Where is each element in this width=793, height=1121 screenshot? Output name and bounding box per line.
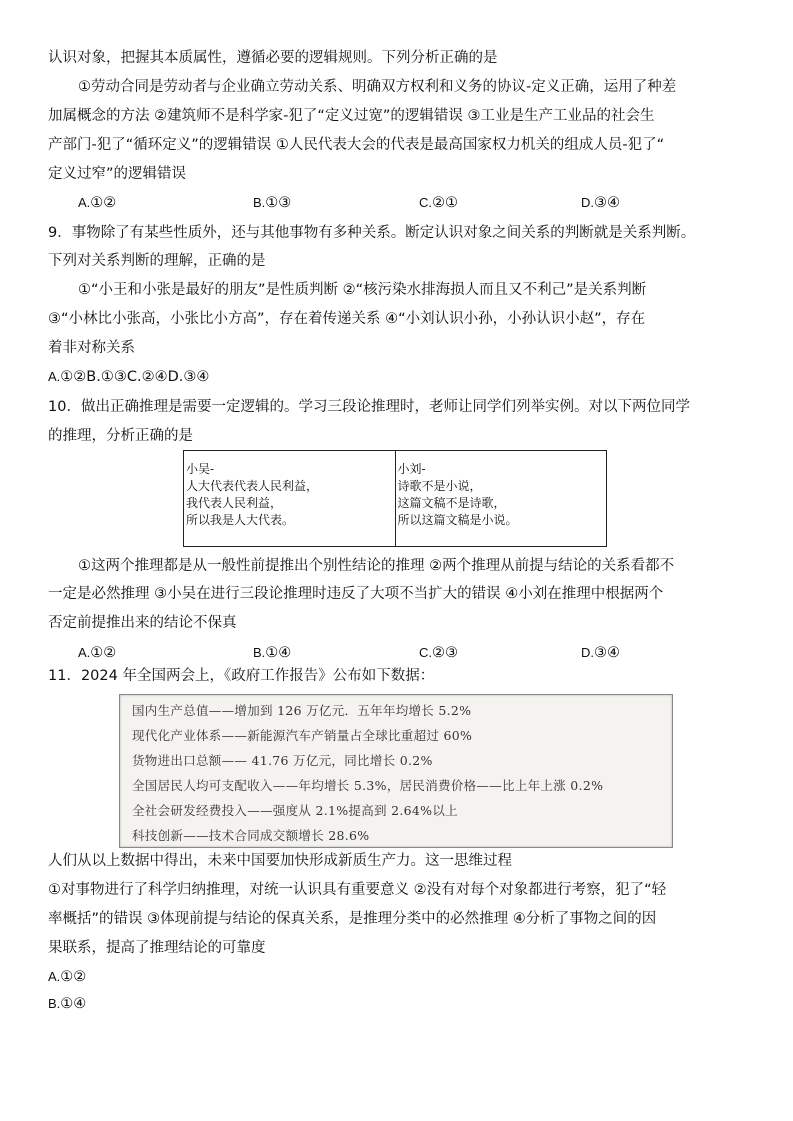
q8-option-c[interactable]: [419, 193, 458, 213]
q9-options[interactable]: [48, 367, 209, 387]
reasoning-line: 小刘-: [397, 462, 426, 476]
figure-line: 全国居民人均可支配收入——年均增长 5.3%，居民消费价格——比上年上涨 0.2%: [132, 778, 604, 793]
q10-statement-line: ①这两个推理都是从一般性前提推出个别性结论的推理 ②两个推理从前提与结论的关系看都不: [78, 558, 675, 574]
q8-stem-line: 认识对象，把握其本质属性，遵循必要的逻辑规则。下列分析正确的是: [48, 50, 498, 66]
q11-statement-line: ①对事物进行了科学归纳推理，对统一认识具有重要意义 ②没有对每个对象都进行考察，犯了“轻: [48, 882, 667, 898]
option-letter: A.: [48, 369, 61, 384]
q8-statement-line: 产部门-犯了“循环定义”的逻辑错误 ①人民代表大会的代表是最高国家权力机关的组成人员-犯了“: [48, 137, 665, 153]
q10-statement-line: 否定前提推出来的结论不保真: [48, 615, 237, 631]
q9-statement-line: ①“小王和小张是最好的朋友”是性质判断 ②“核污染水排海损人而且又不利己”是关系判断: [78, 282, 647, 298]
q11-stem-line: 人们从以上数据中得出，未来中国要加快形成新质生产力。这一思维过程: [48, 853, 512, 869]
reasoning-cell-xiaoliu: [395, 451, 607, 547]
option-text: ③④: [594, 195, 620, 211]
q8-statement-line: 加属概念的方法 ②建筑师不是科学家-犯了“定义过宽”的逻辑错误 ③工业是生产工业品的社会生: [48, 108, 655, 124]
reasoning-table: [183, 450, 607, 547]
option-text: ①④: [265, 645, 292, 661]
option-letter: A.: [78, 645, 91, 660]
reasoning-line: 小吴-: [186, 462, 215, 476]
q9-statement-line: ③“小林比小张高，小张比小方高”，存在着传递关系 ④“小刘认识小孙，小孙认识小赵”，存在: [48, 311, 646, 327]
q8-option-a[interactable]: [78, 193, 116, 213]
reasoning-cell-xiaowu: [184, 451, 396, 547]
q10-stem-line: 的推理，分析正确的是: [48, 428, 193, 444]
q10-option-b[interactable]: [253, 643, 291, 663]
q10-stem-line: 10．做出正确推理是需要一定逻辑的。学习三段论推理时，老师让同学们列举实例。对以下两位同学: [48, 399, 690, 415]
q10-option-c[interactable]: [419, 643, 458, 663]
option-text: ①②: [90, 645, 117, 661]
reasoning-line: 所以这篇文稿是小说。: [397, 513, 518, 527]
q10-option-a[interactable]: [78, 643, 116, 663]
q11-option-a[interactable]: [48, 967, 86, 987]
q9-stem-line: 下列对关系判断的理解，正确的是: [48, 253, 266, 269]
reasoning-line: 我代表人民利益，: [186, 496, 283, 510]
figure-line: 货物进出口总额—— 41.76 万亿元，同比增长 0.2%: [132, 753, 433, 768]
q10-statement-line: 一定是必然推理 ③小吴在进行三段论推理时违反了大项不当扩大的错误 ④小刘在推理中根据两个: [48, 586, 664, 602]
q11-statement-line: 果联系，提高了推理结论的可靠度: [48, 940, 266, 956]
q11-statement-line: 率概括”的错误 ③体现前提与结论的保真关系，是推理分类中的必然推理 ④分析了事物之间的因: [48, 911, 657, 927]
option-text: ②①: [432, 195, 458, 211]
option-letter: C.: [419, 195, 432, 210]
option-text: ②③: [432, 645, 458, 661]
reasoning-line: 人大代表代表人民利益，: [186, 479, 319, 493]
option-letter: C.: [419, 645, 432, 660]
option-text: ①②: [60, 969, 87, 985]
option-letter: D.: [581, 195, 594, 210]
q9-stem-line: 9．事物除了有某些性质外，还与其他事物有多种关系。断定认识对象之间关系的判断就是关系判断。: [48, 225, 696, 241]
q11-stem-line: 11．2024 年全国两会上，《政府工作报告》公布如下数据：: [48, 668, 435, 684]
figure-line: 全社会研发经费投入——强度从 2.1%提高到 2.64%以上: [132, 803, 458, 818]
option-text: ①③: [265, 195, 292, 211]
option-letter: B.: [48, 996, 61, 1011]
reasoning-line: 这篇文稿不是诗歌，: [397, 496, 506, 510]
figure-line: 国内生产总值——增加到 126 万亿元．五年年均增长 5.2%: [132, 703, 472, 718]
q8-statement-line: ①劳动合同是劳动者与企业确立劳动关系、明确双方权利和义务的协议-定义正确，运用了种差: [78, 79, 677, 95]
figure-line: 科技创新——技术合同成交额增长 28.6%: [132, 828, 370, 843]
option-text: ①②: [90, 195, 117, 211]
q10-option-d[interactable]: [581, 643, 620, 663]
figure-line: 现代化产业体系——新能源汽车产销量占全球比重超过 60%: [132, 728, 473, 743]
q8-statement-line: 定义过窄”的逻辑错误: [48, 166, 187, 182]
option-letter: B.: [253, 195, 266, 210]
report-data-figure: [119, 694, 673, 848]
option-text: ①④: [60, 996, 87, 1012]
option-letter: A.: [48, 969, 61, 984]
reasoning-line: 诗歌不是小说，: [397, 479, 482, 493]
q11-option-b[interactable]: [48, 994, 86, 1014]
option-text: ①②B.①③C.②④D.③④: [60, 369, 210, 385]
option-letter: D.: [581, 645, 594, 660]
q8-option-d[interactable]: [581, 193, 620, 213]
q9-statement-line: 着非对称关系: [48, 340, 135, 356]
option-letter: A.: [78, 195, 91, 210]
q8-option-b[interactable]: [253, 193, 291, 213]
reasoning-line: 所以我是人大代表。: [186, 513, 295, 527]
option-text: ③④: [594, 645, 620, 661]
option-letter: B.: [253, 645, 266, 660]
